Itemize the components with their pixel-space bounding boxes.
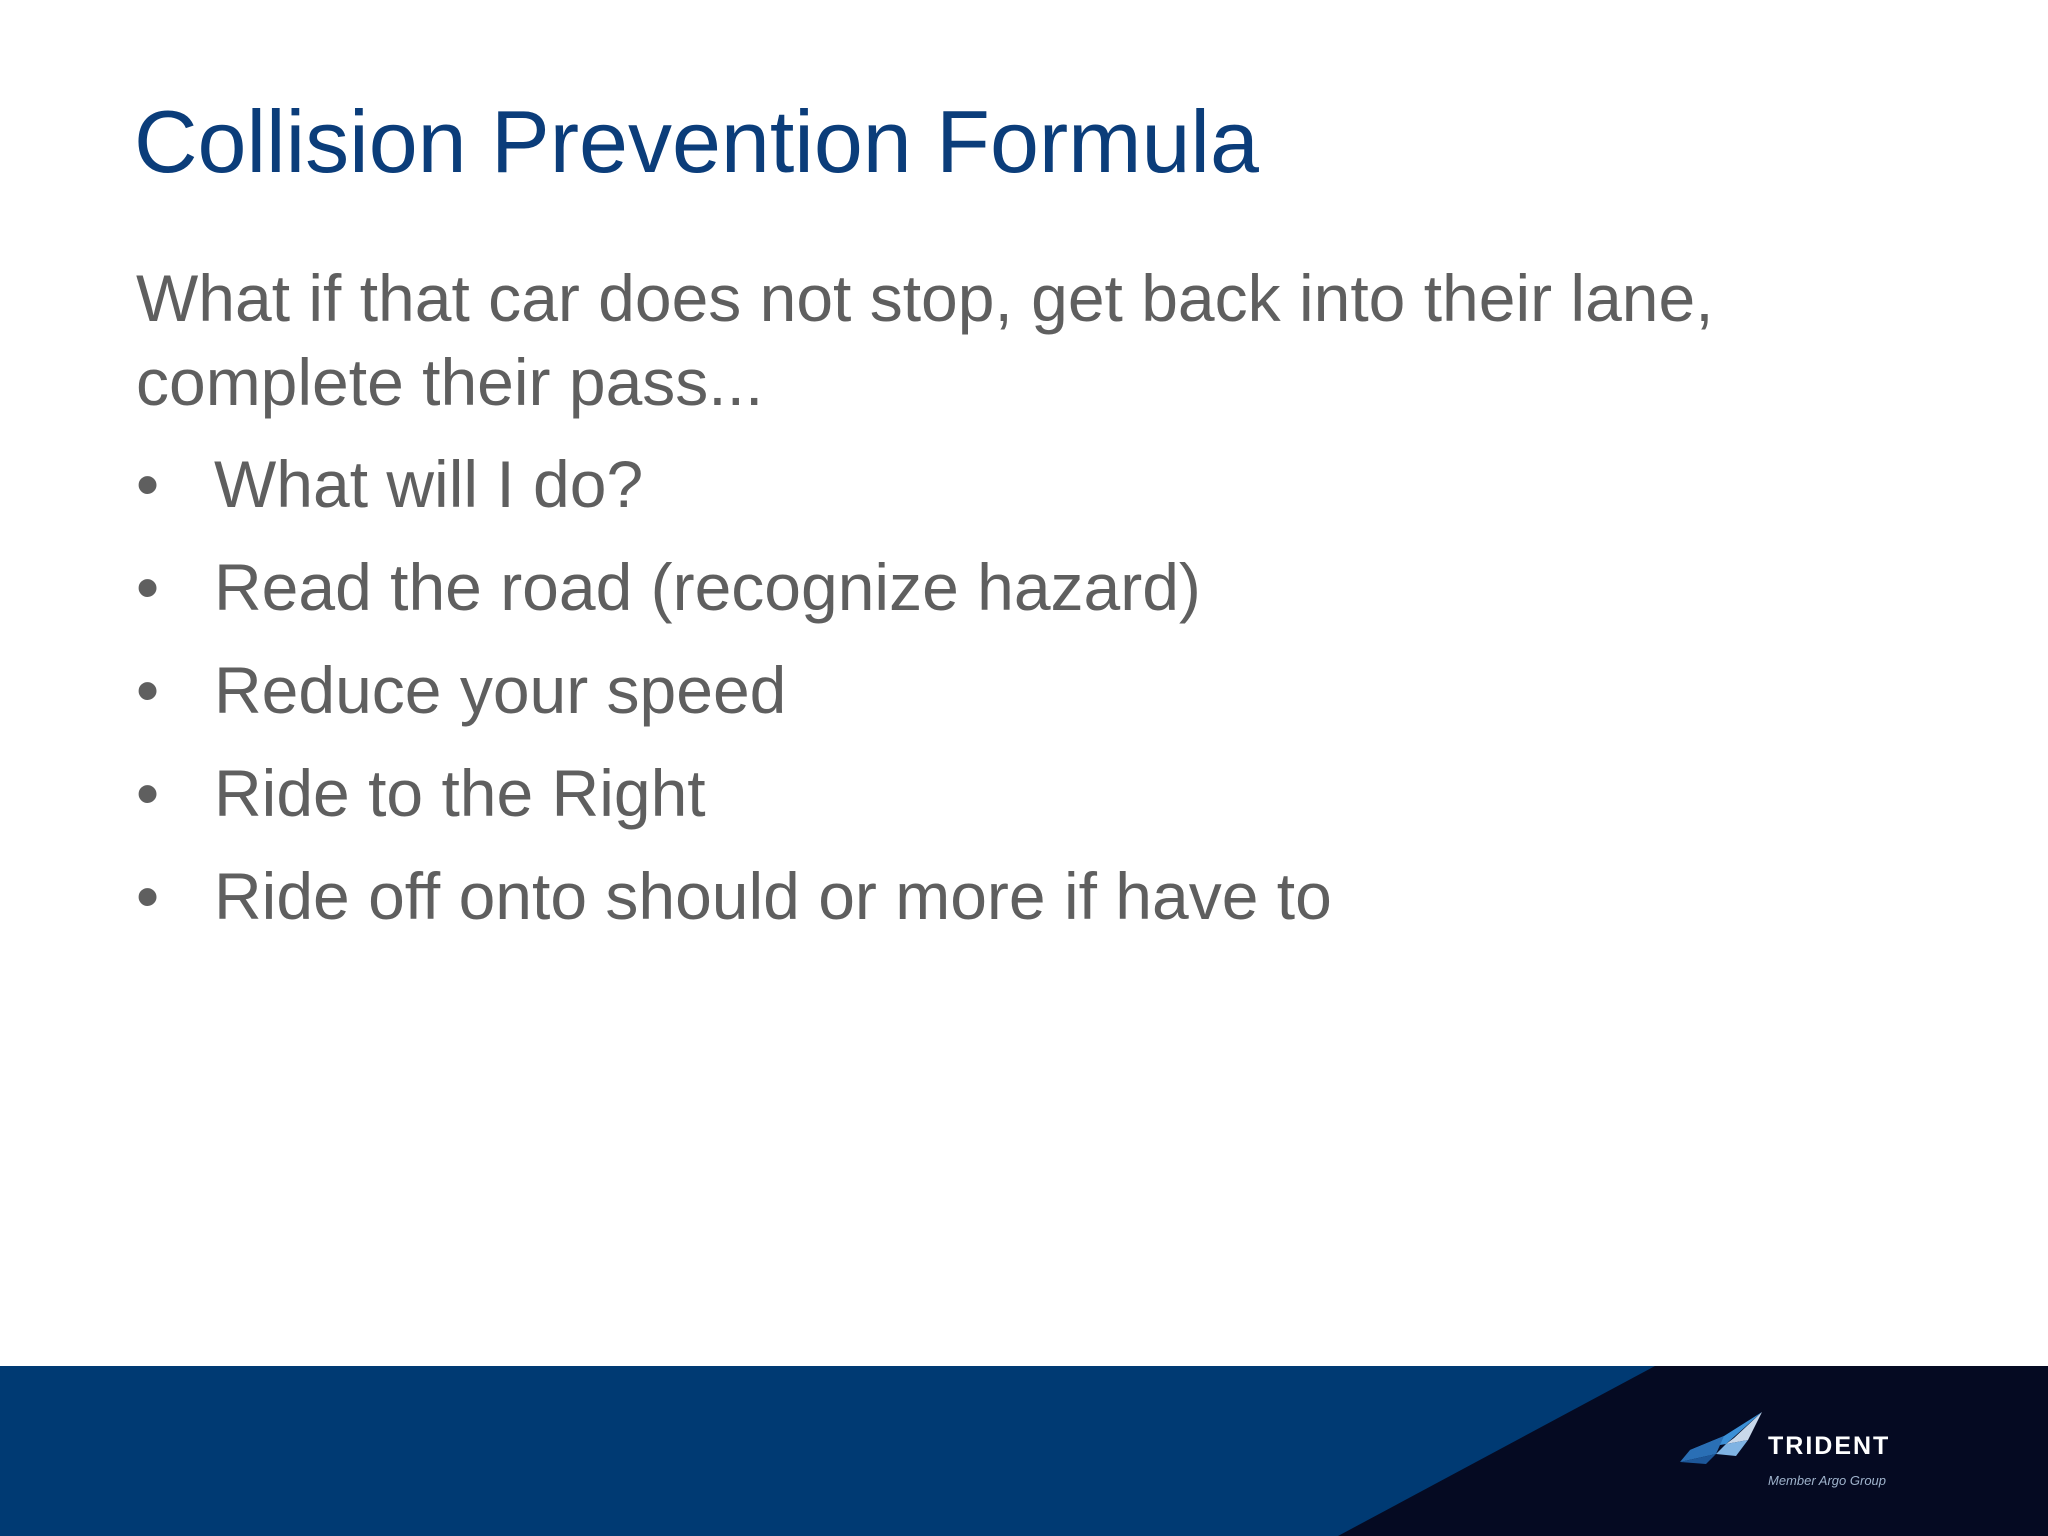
bullet-text: Reduce your speed xyxy=(214,653,787,727)
bullet-text: Read the road (recognize hazard) xyxy=(214,550,1201,624)
bullet-text: Ride off onto should or more if have to xyxy=(214,859,1332,933)
bullet-marker: • xyxy=(136,756,160,830)
bullet-marker: • xyxy=(136,550,160,624)
bullet-marker: • xyxy=(136,859,160,933)
bullet-text: Ride to the Right xyxy=(214,756,706,830)
trident-logo-icon xyxy=(1676,1410,1766,1470)
bullet-text: What will I do? xyxy=(214,447,644,521)
slide-title: Collision Prevention Formula xyxy=(134,92,1259,191)
trident-logo xyxy=(1676,1410,1906,1510)
brand-tagline: Member Argo Group xyxy=(1768,1473,1887,1488)
brand-name: TRIDENT xyxy=(1768,1432,1891,1460)
bullet-marker: • xyxy=(136,653,160,727)
bullet-marker: • xyxy=(136,447,160,521)
intro-text: What if that car does not stop, get back into their lane, complete their pass... xyxy=(136,261,1714,419)
